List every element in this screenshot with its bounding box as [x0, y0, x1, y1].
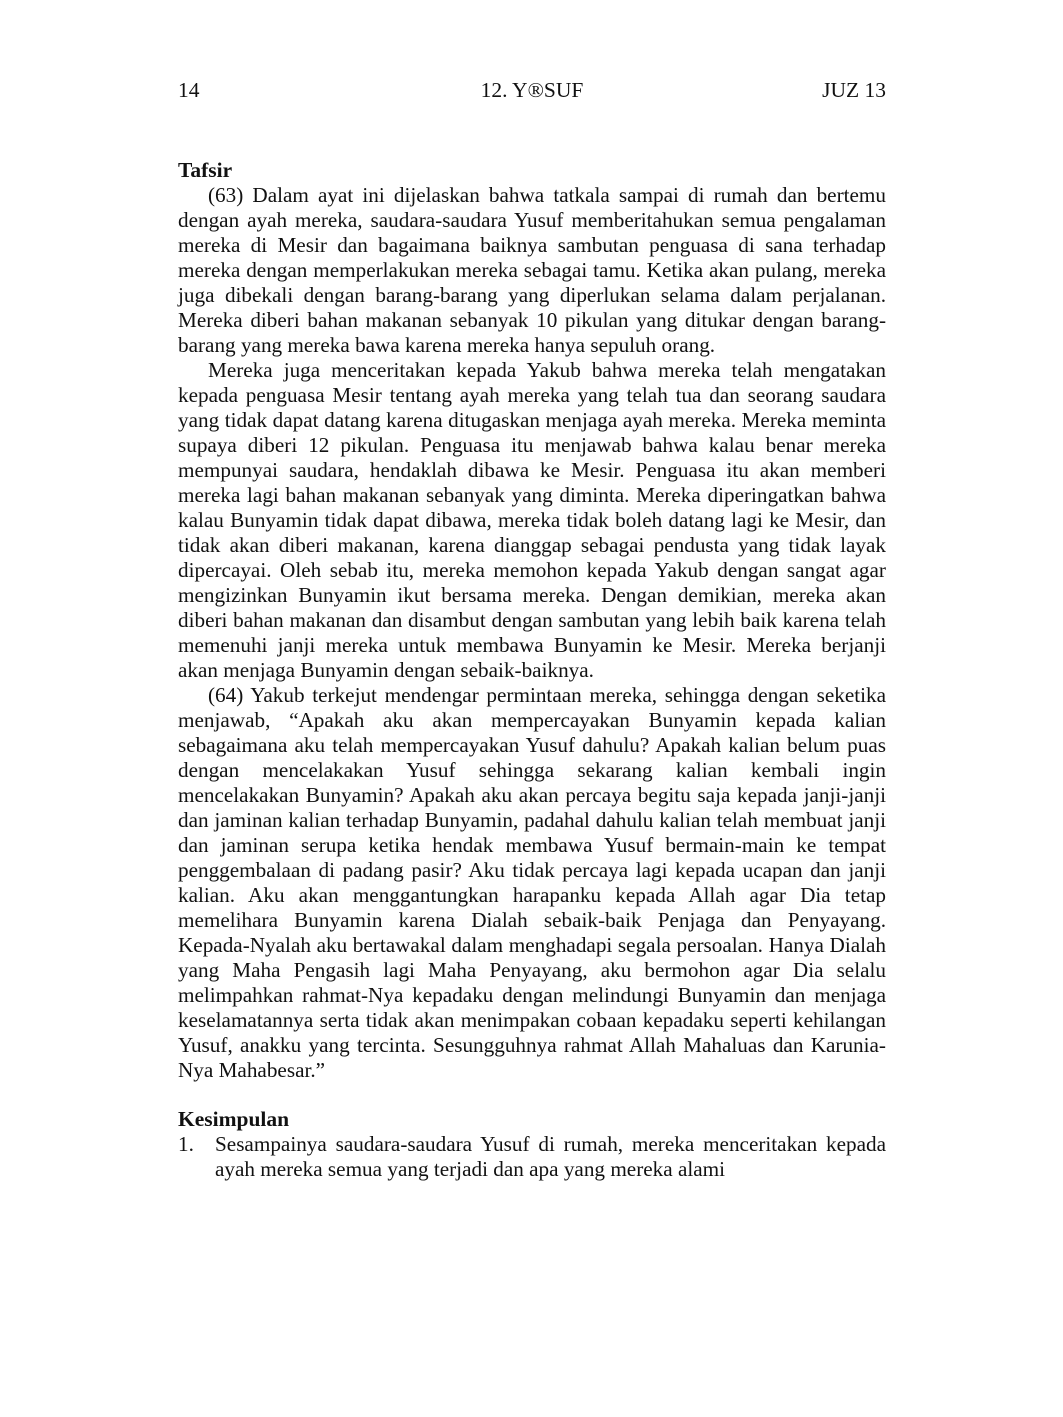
tafsir-section: [178, 158, 886, 1083]
surah-title: 12. Y®SUF: [480, 78, 584, 102]
conclusion-list: [178, 1132, 886, 1182]
list-item-number: 1.: [178, 1132, 194, 1156]
juz-label: JUZ 13: [822, 78, 886, 102]
list-item-text: Sesampainya saudara-saudara Yusuf di rumah, mereka menceritakan kepada ayah mereka semua yang terjadi dan apa yang mereka alami: [215, 1132, 886, 1181]
page-number: 14: [178, 78, 200, 102]
tafsir-paragraph: (64) Yakub terkejut mendengar permintaan mereka, sehingga dengan seketika menjawab, “Apakah aku akan mempercayakan Bunyamin kepada kalian sebagaimana aku telah mempercayakan Yusuf dahulu? Apakah kalian belum puas dengan mencelakakan Yusuf sehingga sekarang kalian kembali ingin mencelakakan Bunyamin? Apakah aku akan percaya begitu saja kepada janji-janji dan jaminan kalian terhadap Bunyamin, padahal dahulu kalian telah membuat janji dan jaminan serupa ketika hendak membawa Yusuf bermain-main ke tempat penggembalaan di padang pasir? Aku tidak percaya lagi kepada ucapan dan janji kalian. Aku akan menggantungkan harapanku kepada Allah agar Dia tetap memelihara Bunyamin karena Dialah sebaik-baik Penjaga dan Penyayang. Kepada-Nyalah aku bertawakal dalam menghadapi segala persoalan. Hanya Dialah yang Maha Pengasih lagi Maha Penyayang, aku bermohon agar Dia selalu melimpahkan rahmat-Nya kepadaku dengan melindungi Bunyamin dan menjaga keselamatannya serta tidak akan menimpakan cobaan kepadaku seperti kehilangan Yusuf, anakku yang tercinta. Sesungguhnya rahmat Allah Mahaluas dan Karunia-Nya Mahabesar.”: [178, 683, 886, 1082]
running-header: [178, 76, 886, 104]
tafsir-paragraph: (63) Dalam ayat ini dijelaskan bahwa tatkala sampai di rumah dan bertemu dengan ayah mereka, saudara-saudara Yusuf memberitahukan semua pengalaman mereka di Mesir dan bagaimana baiknya sambutan penguasa di sana terhadap mereka dengan memperlakukan mereka sebagai tamu. Ketika akan pulang, mereka juga dibekali dengan barang-barang yang diperlukan selama dalam perjalanan. Mereka diberi bahan makanan sebanyak 10 pikulan yang ditukar dengan barang-barang yang mereka bawa karena mereka hanya sepuluh orang.: [178, 183, 886, 357]
page-body: [178, 158, 886, 1182]
tafsir-paragraph: Mereka juga menceritakan kepada Yakub bahwa mereka telah mengatakan kepada penguasa Mesir tentang ayah mereka yang telah tua dan seorang saudara yang tidak dapat datang karena ditugaskan menjaga ayah mereka. Mereka meminta supaya diberi 12 pikulan. Penguasa itu menjawab bahwa kalau benar mereka mempunyai saudara, hendaklah dibawa ke Mesir. Penguasa itu akan memberi mereka lagi bahan makanan sebanyak yang diminta. Mereka diperingatkan bahwa kalau Bunyamin tidak dapat dibawa, mereka tidak boleh datang lagi ke Mesir, dan tidak akan diberi makanan, karena dianggap sebagai pendusta yang tidak layak dipercayai. Oleh sebab itu, mereka memohon kepada Yakub dengan sangat agar mengizinkan Bunyamin ikut bersama mereka. Dengan demikian, mereka akan diberi bahan makanan dan disambut dengan sambutan yang lebih baik karena telah memenuhi janji mereka untuk membawa Bunyamin ke Mesir. Mereka berjanji akan menjaga Bunyamin dengan sebaik-baiknya.: [178, 358, 886, 682]
kesimpulan-heading: Kesimpulan: [178, 1107, 290, 1131]
kesimpulan-section: [178, 1107, 886, 1182]
tafsir-heading: Tafsir: [178, 158, 233, 182]
list-item: [178, 1132, 886, 1182]
section-spacer: [178, 1083, 886, 1107]
